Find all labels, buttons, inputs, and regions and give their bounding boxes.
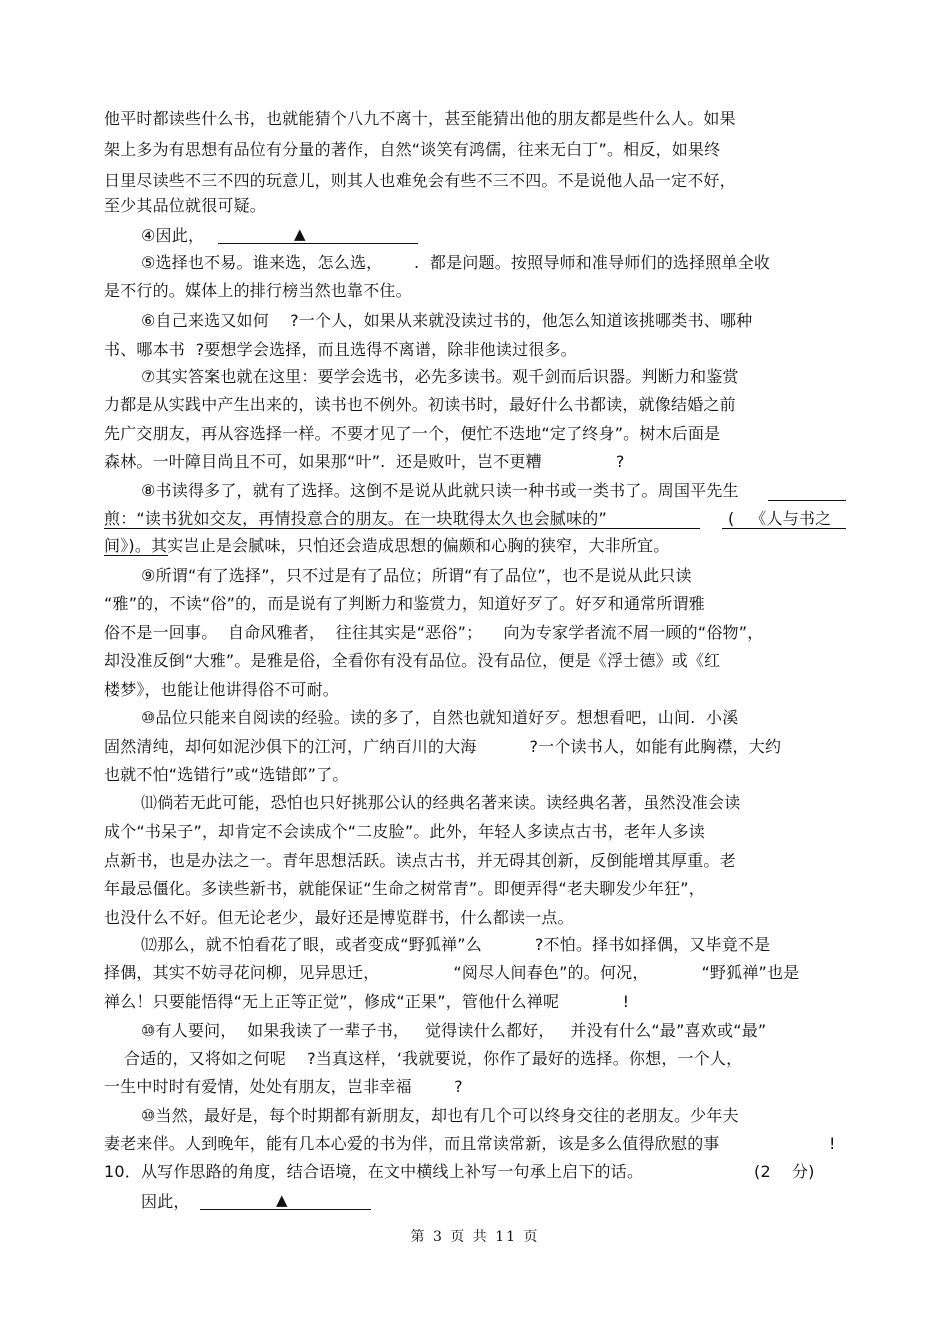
text-line: 力都是从实践中产生出来的，读书也不例外。初读书时，最好什么书都读，就像结婚之前 [104,395,736,414]
text-line: 间》)。其实岂止是会腻味，只怕还会造成思想的偏颇和心胸的狭窄，大非所宜。 [104,536,670,555]
text-line: ( 《人与书之 [728,509,832,528]
text-line: 年最忌僵化。多读些新书，就能保证“生命之树常青”。即便弄得“老夫聊发少年狂”， [104,879,705,898]
text-line: 森林。一叶障目尚且不可，如果那“叶”. 还是败叶，岂不更糟 ? [104,452,625,471]
question-score: (2 分) [754,1162,815,1181]
text-line: 固然清纯，却何如泥沙俱下的江河，广纳百川的大海 ?一个读书人，如能有此胸襟，大约 [104,737,782,756]
text-line: 也就不怕“选错行”或“选错郎”了。 [104,765,349,784]
text-line: ⑾倘若无此可能，恐怕也只好挑那公认的经典名著来读。读经典名著，虽然没准会读 [141,793,741,812]
underline [104,555,168,556]
text-line: ⑥自己来选又如何 ?一个人，如果从来就没读过书的，他怎么知道该挑哪类书、哪种 [141,311,753,330]
text-line: 禅么！只要能悟得“无上正等正觉”，修成“正果”，管他什么禅呢 ! [104,992,630,1011]
text-line: 至少其品位就很可疑。 [104,196,267,215]
text-line: 先广交朋友，再从容选择一样。不要才见了一个，便忙不迭地“定了终身”。树木后面是 [104,424,721,443]
text-line: 他平时都读些什么书，也就能猜个八九不离十，甚至能猜出他的朋友都是些什么人。如果 [104,109,736,128]
underline [768,500,846,501]
text-line: 一生中时时有爱情，处处有朋友，岂非幸福 ? [104,1077,463,1096]
underline [104,528,700,529]
blank-triangle-icon: ▲ [276,1191,288,1209]
text-line: 点新书，也是办法之一。青年思想活跃。读点古书，并无碍其创新，反倒能增其厚重。老 [104,851,736,870]
answer-blank[interactable] [218,223,418,244]
text-line: 日里尽读些不三不四的玩意儿，则其人也难免会有些不三不四。不是说他人品一定不好， [104,171,736,190]
text-line: 合适的，又将如之何呢 ?当真这样，‘我就要说，你作了最好的选择。你想，一个人， [124,1049,743,1068]
text-line: 妻老来伴。人到晚年，能有几本心爱的书为伴，而且常读常新，该是多么值得欣慰的事 [104,1134,720,1153]
text-line: 架上多为有思想有品位有分量的著作，自然“谈笑有鸿儒，往来无白丁”。相反，如果终 [104,140,721,159]
answer-prefix: 因此， [141,1192,190,1211]
question-stem: 10．从写作思路的角度，结合语境，在文中横线上补写一句承上启下的话。 [104,1162,644,1181]
text-line: 煎：“读书犹如交友，再情投意合的朋友。在一块耽得太久也会腻味的” [104,509,607,528]
text-line: 俗不是一回事。 自命风雅者， 往往其实是“恶俗”； 向为专家学者流不屑一顾的“俗物”， [104,623,764,642]
page-footer: 第 3 页 共 11 页 [410,1229,540,1245]
text-line: ! [829,1134,836,1153]
text-line: 书、哪本书 ?要想学会选择，而且选得不离谱，除非他读过很多。 [104,340,577,359]
text-line: “雅”的，不读“俗”的，而是说有了判断力和鉴赏力，知道好歹了。好歹和通常所谓雅 [104,594,705,613]
text-line: 也没什么不好。但无论老少，最好还是博览群书，什么都读一点。 [104,908,574,927]
blank-triangle-icon: ▲ [294,225,306,243]
underline [722,528,846,529]
text-line: ⑿那么，就不怕看花了眼，或者变成“野狐禅”么 ?不怕。择书如择偶，又毕竟不是 [141,935,771,954]
text-line: ⑩品位只能来自阅读的经验。读的多了，自然也就知道好歹。想想看吧，山间. 小溪 [141,708,739,727]
text-line: 成个“书呆子”，却肯定不会读成个“二皮脸”。此外，年轻人多读点古书，老年人多读 [104,822,705,841]
text-line: ⑩当然，最好是，每个时期都有新朋友，却也有几个可以终身交往的老朋友。少年夫 [141,1106,739,1125]
text-line: ④因此， [141,226,205,245]
text-line: 择偶，其实不妨寻花问柳，见异思迁， “阅尽人间春色”的。何况， “野狐禅”也是 [104,963,800,982]
text-line: ⑩有人要问， 如果我读了一辈子书， 觉得读什么都好， 并没有什么“最”喜欢或“最” [141,1021,767,1040]
text-line: 楼梦》，也能让他讲得俗不可耐。 [104,680,340,699]
text-line: 是不行的。媒体上的排行榜当然也靠不住。 [104,281,412,300]
text-line: ⑧书读得多了，就有了选择。这倒不是说从此就只读一种书或一类书了。周国平先生 [141,481,739,500]
text-line: ⑤选择也不易。谁来选，怎么选， . 都是问题。按照导师和准导师们的选择照单全收 [141,253,771,272]
text-line: 却没准反倒“大雅”。是雅是俗，全看你有没有品位。没有品位，便是《浮士德》或《红 [104,651,721,670]
text-line: ⑦其实答案也就在这里：要学会选书，必先多读书。观千剑而后识器。判断力和鉴赏 [141,367,739,386]
text-line: ⑨所谓“有了选择”，只不过是有了品位；所谓“有了品位”，也不是说从此只读 [141,566,692,585]
